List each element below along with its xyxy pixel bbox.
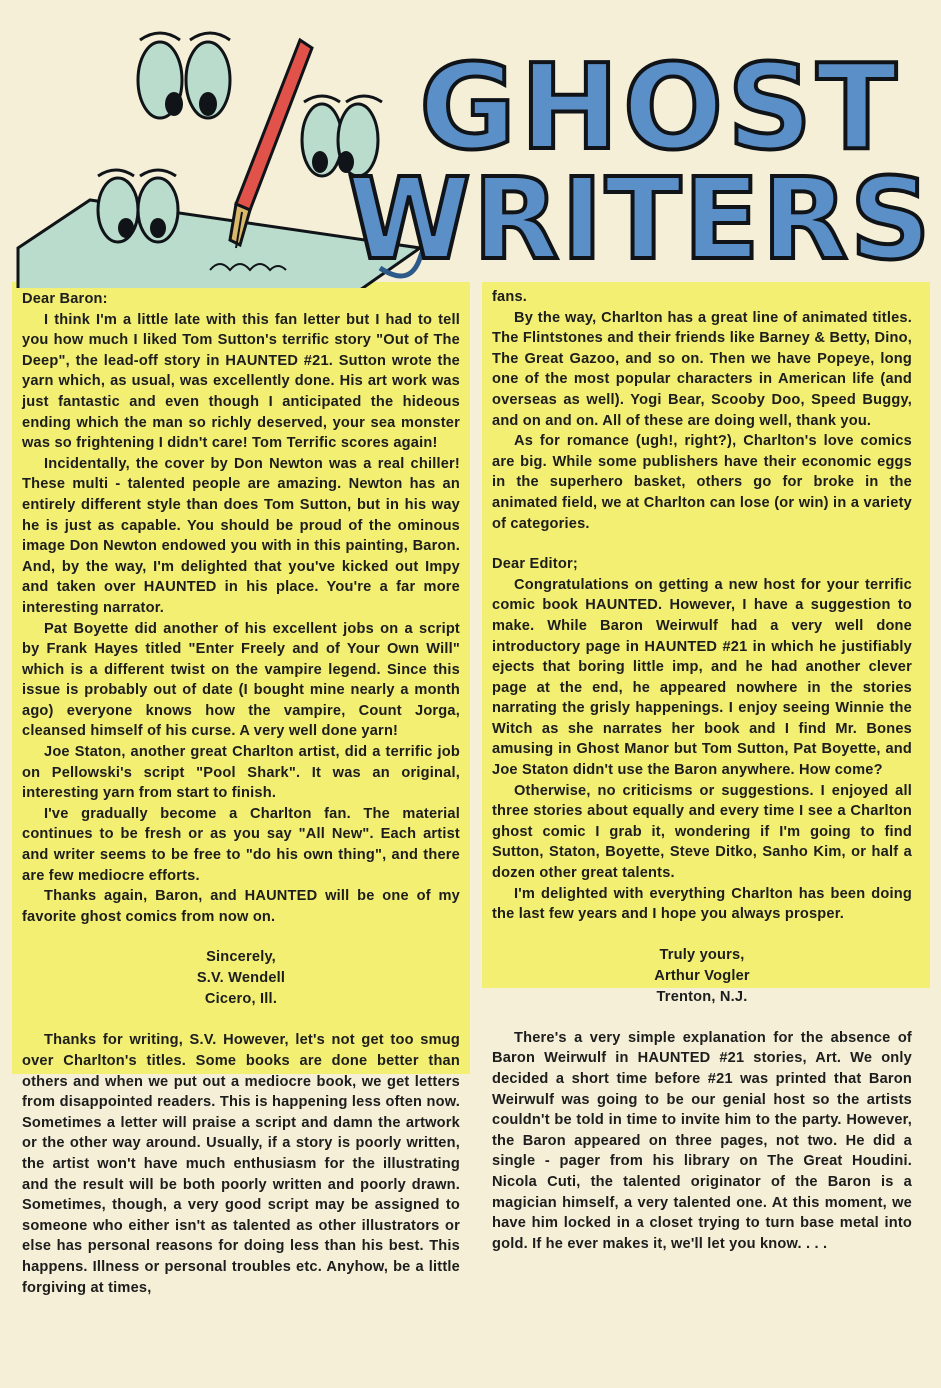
reply1-paragraph: As for romance (ugh!, right?), Charlton's love comics are big. While some publishers have their economic eggs in the superhero basket, others go for broke in the animated field, we at Charlton can lose (or win) in a variety of categories. xyxy=(492,433,912,532)
reply1-paragraph: By the way, Charlton has a great line of animated titles. The Flintstones and their friends like Barney & Betty, Dino, The Great Gazoo, and so on. Then we have Popeye, long one of the most popular characters in American life (and overseas as well). Yogi Bear, Scooby Doo, Speed Buggy, and on and on. All of these are doing well, thank you. xyxy=(492,309,912,429)
letter1-paragraph: Pat Boyette did another of his excellent jobs on a script by Frank Hayes titled "Enter Freely and of Your Own Will" which is a different twist on the vampire legend. Since this issue is probably out of date (I bought mine nearly a month ago) everyone knows how the vampire, Count Jorga, cleansed himself of his curse. A very well done yarn! xyxy=(22,620,460,740)
letter2-paragraph: Congratulations on getting a new host for your terrific comic book HAUNTED. However, I have a suggestion to make. While Baron Weirwulf had a very well done introductory page in HAUNTED #21 in which he justifiably ejects that boring little imp, and he had another clever page at the end, he appeared nowhere in the stories narrating the grisly happenings. I enjoy seeing Winnie the Witch as she narrates her book and I find Mr. Bones amusing in Ghost Manor but Tom Sutton, Pat Boyette, and Joe Staton didn't use the Baron anywhere. How come? xyxy=(492,576,912,779)
letter1-signature xyxy=(22,947,460,1010)
pen-icon xyxy=(230,40,312,248)
title-line-2: WRITERS xyxy=(347,155,933,285)
title-line-1: GHOST xyxy=(419,38,901,176)
letter1-name: S.V. Wendell xyxy=(196,970,286,987)
letter2-paragraph: I'm delighted with everything Charlton has been doing the last few years and I hope you always prosper. xyxy=(492,885,912,923)
letter1-paragraph: I've gradually become a Charlton fan. The material continues to be fresh or as you say "All New". Each artist and writer seems to be free to "do his own thing", and there are few mediocre efforts. xyxy=(22,805,460,884)
letter1-paragraph: I think I'm a little late with this fan letter but I had to tell you how much I liked Tom Sutton's terrific story "Out of The Deep", the lead-off story in HAUNTED #21. Sutton wrote the yarn which, as usual, was excellently done. His art work was just fantastic and even though I anticipated the hideous ending which the man so richly deserved, your sea monster was so frightening I didn't care! Tom Terrific scores again! xyxy=(22,311,460,452)
letter1-greeting: Dear Baron: xyxy=(22,291,108,307)
reply1-paragraph: Thanks for writing, S.V. However, let's not get too smug over Charlton's titles. Some books are done better than others and when we put out a mediocre book, we get letters from disappointed readers. This is happening less often now. Sometimes a letter will praise a script and damn the artwork or the other way around. Usually, if a story is poorly written, the artist won't have much enthusiasm for the illustrating and the result will be both poorly written and poorly drawn. Sometimes, though, a very good script may be assigned to someone who either isn't as talented as other illustrators or else has personal reasons for doing less than his best. This happens. Illness or personal troubles etc. Anyhow, be a little forgiving at times, xyxy=(22,1032,460,1296)
letter2-greeting: Dear Editor; xyxy=(492,556,578,573)
ghost-writers-header xyxy=(0,0,941,288)
letter2-signature xyxy=(492,945,912,1008)
letter2-signoff: Truly yours, xyxy=(659,946,745,963)
reply2-paragraph: There's a very simple explanation for the absence of Baron Weirwulf in HAUNTED #21 stories, Art. We only decided a short time before #21 was printed that Baron Weirwulf was going to be our genial host so the artists couldn't be told in time to invite him to the party. However, the Baron appeared on three pages, not two. He did a single - pager from his library on The Great Houdini. Nicola Cuti, the talented originator of the Baron is a magician himself, a very talented one. At this moment, we have him locked in a closet trying to turn base metal into gold. If he ever makes it, we'll let you know. . . . xyxy=(492,1029,912,1252)
left-column xyxy=(22,289,460,1298)
letter1-paragraph: Incidentally, the cover by Don Newton was a real chiller! These multi - talented people are amazing. Newton has an entirely different style than does Tom Sutton, but in his way he is just as capable. You should be proud of the ominous image Don Newton endowed you with in this painting, Baron. And, by the way, I'm delighted that you've kicked out Impy and taken over HAUNTED in his place. You're a far more interesting narrator. xyxy=(22,455,460,616)
letter1-location: Cicero, Ill. xyxy=(204,991,278,1008)
header-illustration xyxy=(0,0,941,288)
letter2-name: Arthur Vogler xyxy=(654,967,750,984)
letter1-signoff: Sincerely, xyxy=(206,949,276,966)
reply1-continued: fans. xyxy=(492,289,528,305)
right-column xyxy=(492,287,912,1254)
ghost-eyes-top-left xyxy=(138,33,230,118)
letter2-location: Trenton, N.J. xyxy=(656,988,748,1005)
letter1-paragraph: Thanks again, Baron, and HAUNTED will be one of my favorite ghost comics from now on. xyxy=(22,888,460,925)
letter2-paragraph: Otherwise, no criticisms or suggestions. I enjoyed all three stories about equally and every time I see a Charlton ghost comic I grab it, wondering if I'm going to find Sutton, Staton, Boyette, Steve Ditko, Sanho Kim, or half a dozen other great talents. xyxy=(492,782,912,882)
letter1-paragraph: Joe Staton, another great Charlton artist, did a terrific job on Pellowski's script "Pool Shark". It was an original, interesting yarn from start to finish. xyxy=(22,744,460,802)
